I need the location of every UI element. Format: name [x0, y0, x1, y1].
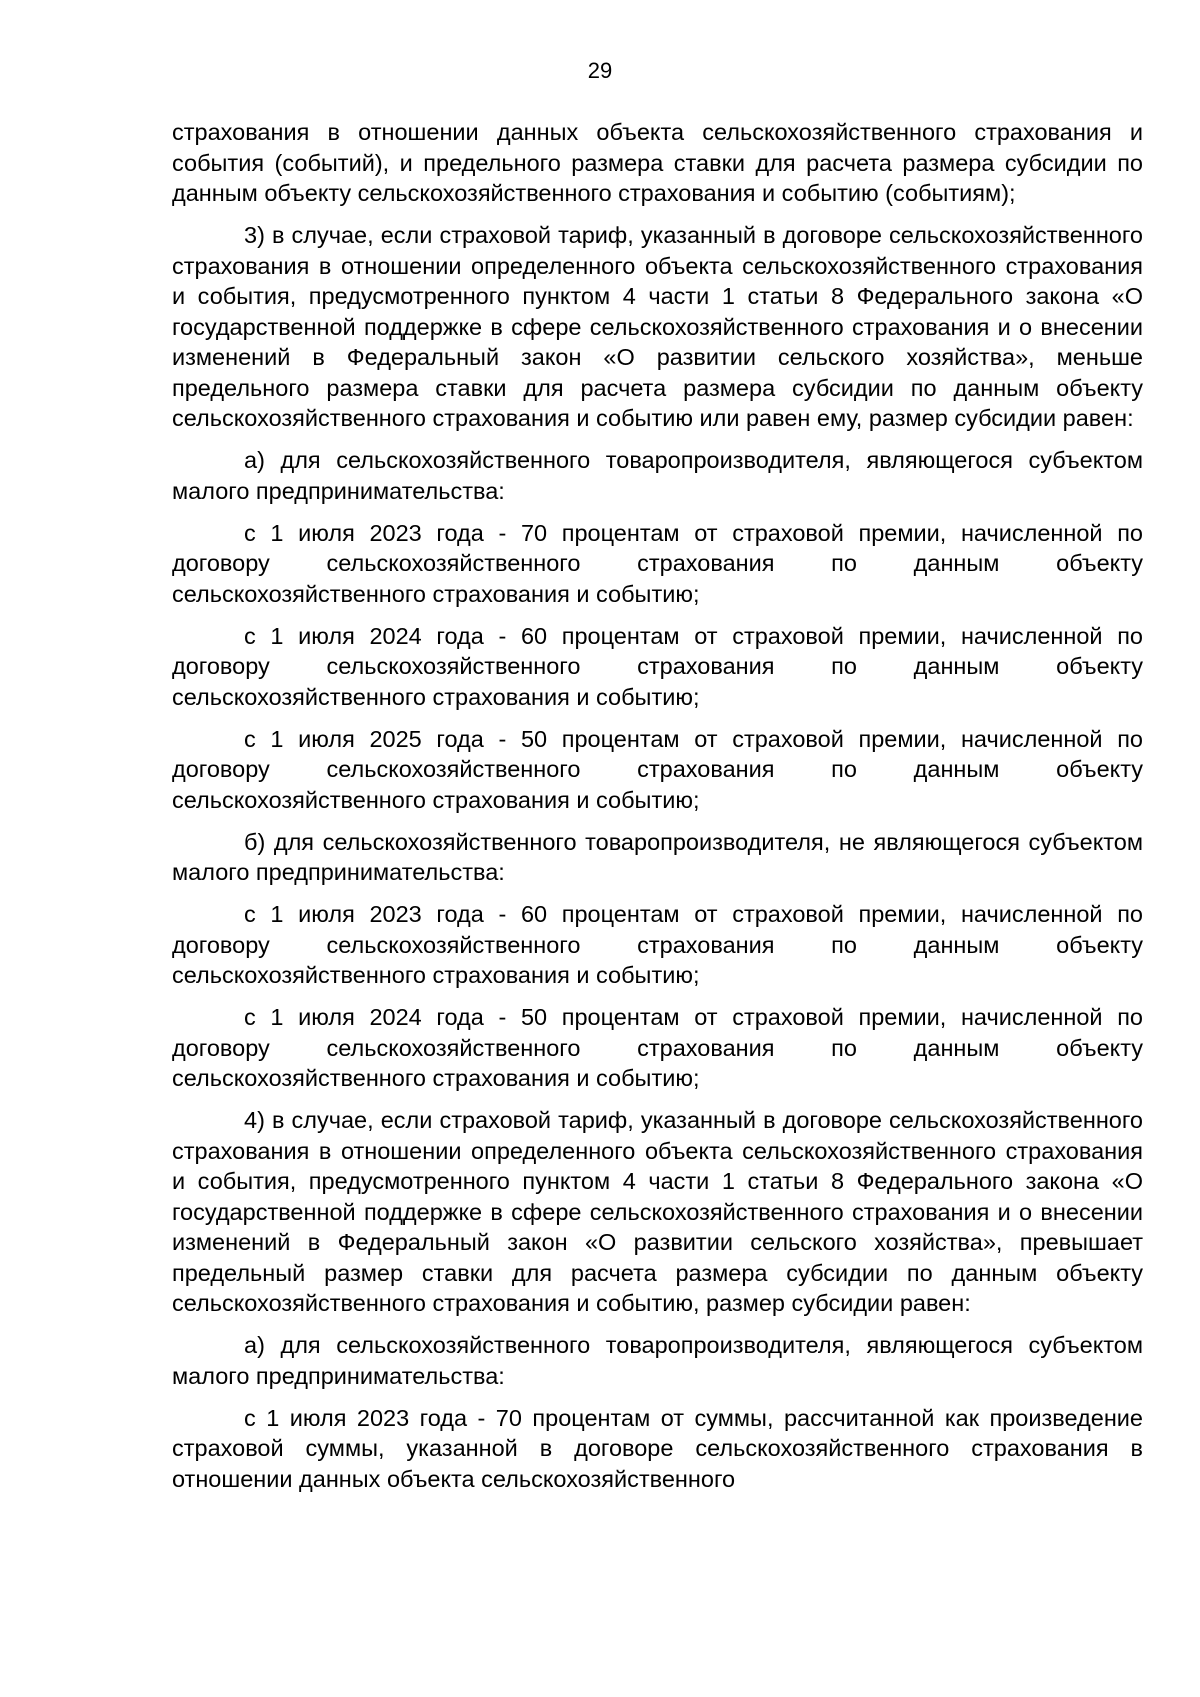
paragraph-rate-2024: с 1 июля 2024 года - 60 процентам от страховой премии, начисленной по договору сельскохозяйственного страхования по данным объекту сельскохозяйственного страхования и событию; [172, 622, 1143, 710]
paragraph-rate-2023: с 1 июля 2023 года - 70 процентам от суммы, рассчитанной как произведение страховой суммы, указанной в договоре сельскохозяйственного страхования в отношении данных объекта сельскохозяйственного [172, 1404, 1143, 1492]
document-body [172, 117, 1143, 1506]
paragraph-subitem-b: б) для сельскохозяйственного товаропроизводителя, не являющегося субъектом малого предпринимательства: [172, 828, 1143, 885]
paragraph-item-4: 4) в случае, если страховой тариф, указанный в договоре сельскохозяйственного страхования в отношении определенного объекта сельскохозяйственного страхования и события, предусмотренного пунктом 4 части 1 статьи 8 Федерального закона «О государственной поддержке в сфере сельскохозяйственного страхования и о внесении изменений в Федеральный закон «О развитии сельского хозяйства», превышает предельный размер ставки для расчета размера субсидии по данным объекту сельскохозяйственного страхования и событию, размер субсидии равен: [172, 1107, 1143, 1316]
paragraph-subitem-a: а) для сельскохозяйственного товаропроизводителя, являющегося субъектом малого предпринимательства: [172, 1332, 1143, 1389]
paragraph-rate-2023: с 1 июля 2023 года - 70 процентам от страховой премии, начисленной по договору сельскохозяйственного страхования по данным объекту сельскохозяйственного страхования и событию; [172, 519, 1143, 607]
paragraph-continuation: страхования в отношении данных объекта сельскохозяйственного страхования и события (событий), и предельного размера ставки для расчета размера субсидии по данным объекту сельскохозяйственного страхования и событию (событиям); [172, 119, 1143, 206]
paragraph-subitem-a: а) для сельскохозяйственного товаропроизводителя, являющегося субъектом малого предпринимательства: [172, 447, 1143, 504]
paragraph-rate-2024: с 1 июля 2024 года - 50 процентам от страховой премии, начисленной по договору сельскохозяйственного страхования по данным объекту сельскохозяйственного страхования и событию; [172, 1004, 1143, 1091]
page-number: 29 [587, 58, 613, 83]
paragraph-rate-2025: с 1 июля 2025 года - 50 процентам от страховой премии, начисленной по договору сельскохозяйственного страхования по данным объекту сельскохозяйственного страхования и событию; [172, 725, 1143, 813]
paragraph-item-3: 3) в случае, если страховой тариф, указанный в договоре сельскохозяйственного страхования в отношении определенного объекта сельскохозяйственного страхования и события, предусмотренного пунктом 4 части 1 статьи 8 Федерального закона «О государственной поддержке в сфере сельскохозяйственного страхования и о внесении изменений в Федеральный закон «О развитии сельского хозяйства», меньше предельного размера ставки для расчета размера субсидии по данным объекту сельскохозяйственного страхования и событию или равен ему, размер субсидии равен: [172, 222, 1143, 431]
paragraph-rate-2023: с 1 июля 2023 года - 60 процентам от страховой премии, начисленной по договору сельскохозяйственного страхования по данным объекту сельскохозяйственного страхования и событию; [172, 901, 1143, 988]
